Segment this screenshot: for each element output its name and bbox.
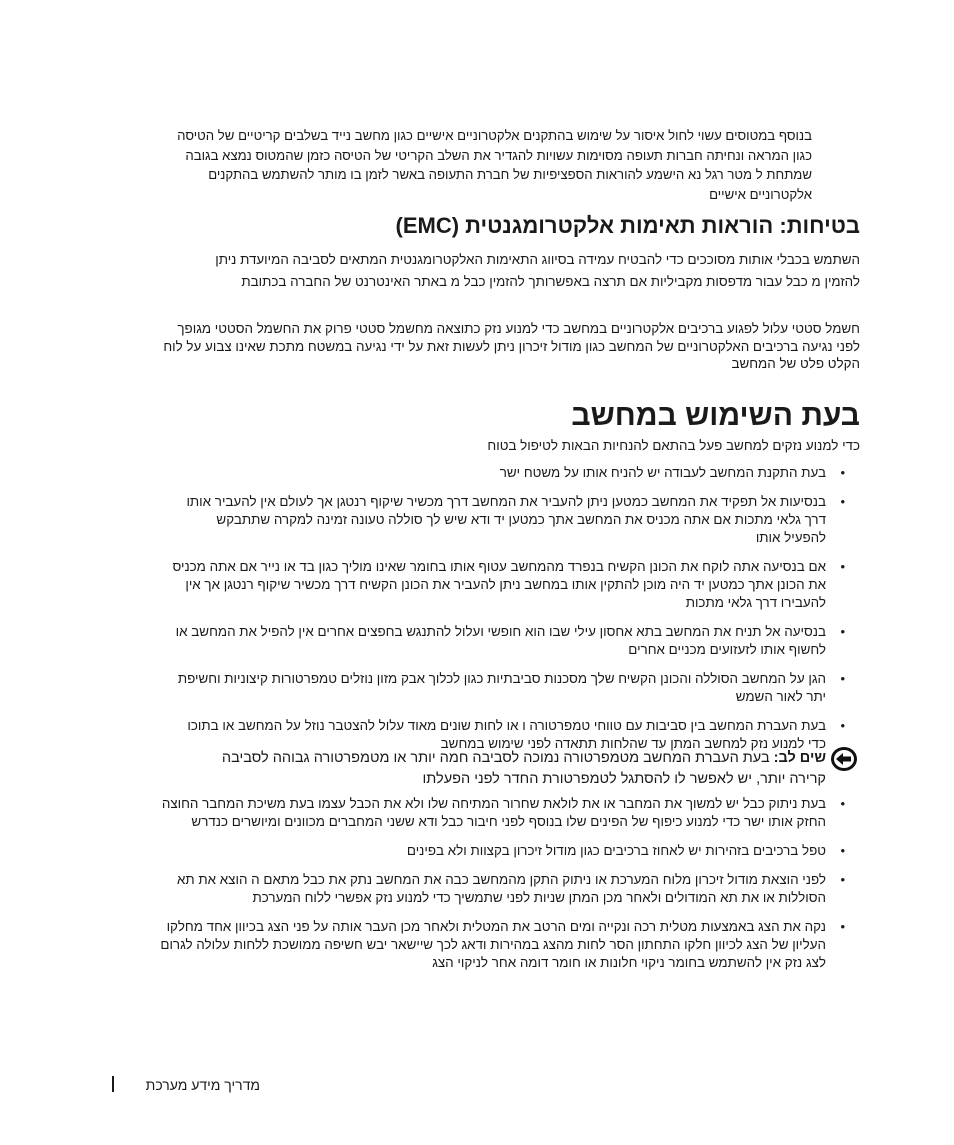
list-item: • הגן על המחשב הסוללה והכונן הקשיח שלך מסכנות סביבתיות כגון לכלוך אבק מזון נוזלים טמפרטורות קיצוניות וחשיפת יתר לאור השמש	[172, 670, 826, 706]
note-text: בעת העברת המחשב מטמפרטורה נמוכה לסביבה חמה יותר או מטמפרטורה גבוהה לסביבה קרירה יותר, יש לאפשר לו להסתגל לטמפרטורת החדר לפני הפעלתו	[221, 750, 826, 787]
list-item: • נקה את הצג באמצעות מטלית רכה ונקייה ומים הרטב את המטלית ולאחר מכן העבר אותה על פני הצג בכיוון אחד מחלקו העליון של הצג לכיוון חלקו התחתון הסר לחות מהצג במהירות ודאג לכך שיישאר יבש חשיפה ממושכת ללחות עלולה לגרום לצג נזק אין להשתמש בחומר ניקוי חלונות או חומר דומה אחר לניקוי הצג	[160, 918, 826, 972]
handling-list-b	[160, 795, 826, 972]
list-item: • בנסיעות אל תפקיד את המחשב כמטען ניתן להעביר את המחשב דרך מכשיר שיקוף רנטגן אך לעולם אין להעביר אותו דרך גלאי מתכות אם אתה מכניס את המחשב אתך כמטען יד ודא שיש לך סוללה טעונה זמינה למקרה שתתבקש להפעיל אותו	[172, 493, 826, 547]
footer-divider	[112, 1076, 114, 1092]
list-item: • בעת התקנת המחשב לעבודה יש להניח אותו על משטח ישר	[172, 464, 826, 482]
usage-heading: בעת השימוש במחשב	[571, 399, 860, 432]
usage-intro: כדי למנוע נזקים למחשב פעל בהתאם להנחיות הבאות לטיפול בטוח	[487, 438, 860, 453]
list-item: • בעת העברת המחשב בין סביבות עם טווחי טמפרטורה ו או לחות שונים מאוד עלול להצטבר נוזל על המחשב או בתוכו כדי למנוע נזק למחשב המתן עד שהלחות תתאדה לפני שימוש במחשב	[172, 717, 826, 753]
list-item: • טפל ברכיבים בזהירות יש לאחוז ברכיבים כגון מודול זיכרון בקצוות ולא בפינים	[160, 842, 826, 860]
list-item: • לפני הוצאת מודול זיכרון מלוח המערכת או ניתוק התקן מהמחשב כבה את המחשב נתק את כבל מתאם ה הוצא את תא הסוללות או את תא המודולים ולאחר מכן המתן שניות לפני שתמשיך כדי למנוע נזק אפשרי ללוח המערכת	[160, 871, 826, 907]
list-item: • בנסיעה אל תניח את המחשב בתא אחסון עילי שבו הוא חופשי ועלול להתנגש בחפצים אחרים אין להפיל את המחשב או לחשוף אותו לזעזועים מכניים אחרים	[172, 623, 826, 659]
emc-paragraph: השתמש בכבלי אותות מסוככים כדי להבטיח עמידה בסיווג התאימות האלקטרומגנטית המתאים לסביבה המיועדת ניתן להזמין מ כבל עבור מדפסות מקביליות אם תרצה באפשרותך להזמין כבל מ באתר האינטרנט של החברה בכתובת	[215, 252, 860, 289]
note-block	[190, 748, 826, 790]
footer-title: מדריך מידע מערכת	[145, 1077, 260, 1093]
intro-paragraph: בנוסף במטוסים עשוי לחול איסור על שימוש בהתקנים אלקטרוניים אישיים כגון מחשב נייד בשלבים קריטיים של הטיסה כגון המראה ונחיתה חברות תעופה מסוימות עשויות להגדיר את השלב הקריטי של הטיסה כזמן שהמטוס נמצא בגובה שמתחת ל מטר רגל נא הישמע להוראות הספציפיות של חברת התעופה באשר לזמן בו מותר להשתמש בהתקנים אלקטרוניים אישיים	[177, 128, 812, 202]
note-arrow-icon	[830, 746, 858, 772]
esd-paragraph: חשמל סטטי עלול לפגוע ברכיבים אלקטרוניים במחשב כדי למנוע נזק כתוצאה מחשמל סטטי פרוק את החשמל הסטטי מגופך לפני נגיעה ברכיבים האלקטרוניים של המחשב כגון מודול זיכרון ניתן לעשות זאת על ידי נגיעה במשטח מתכת שאינו צבוע על לוח הקלט פלט של המחשב	[163, 321, 860, 371]
list-item: • אם בנסיעה אתה לוקח את הכונן הקשיח בנפרד מהמחשב עטוף אותו בחומר שאינו מוליך כגון בד או נייר אם אתה מכניס את הכונן אתך כמטען יד היה מוכן להתקין אותו במחשב ניתן להעביר את הכונן הקשיח דרך מכשיר שיקוף רנטגן אך אין להעבירו דרך גלאי מתכות	[172, 558, 826, 612]
note-label: שים לב:	[773, 750, 826, 766]
handling-list-a	[172, 464, 826, 753]
emc-heading: בטיחות: הוראות תאימות אלקטרומגנטית (EMC)	[395, 213, 860, 238]
list-item: • בעת ניתוק כבל יש למשוך את המחבר או את לולאת שחרור המתיחה שלו ולא את הכבל עצמו בעת משיכת המחבר החוצה החזק אותו ישר כדי למנוע כיפוף של הפינים שלו בנוסף לפני חיבור כבל ודא ששני המחברים מכוונים ומיושרים כנדרש	[160, 795, 826, 831]
